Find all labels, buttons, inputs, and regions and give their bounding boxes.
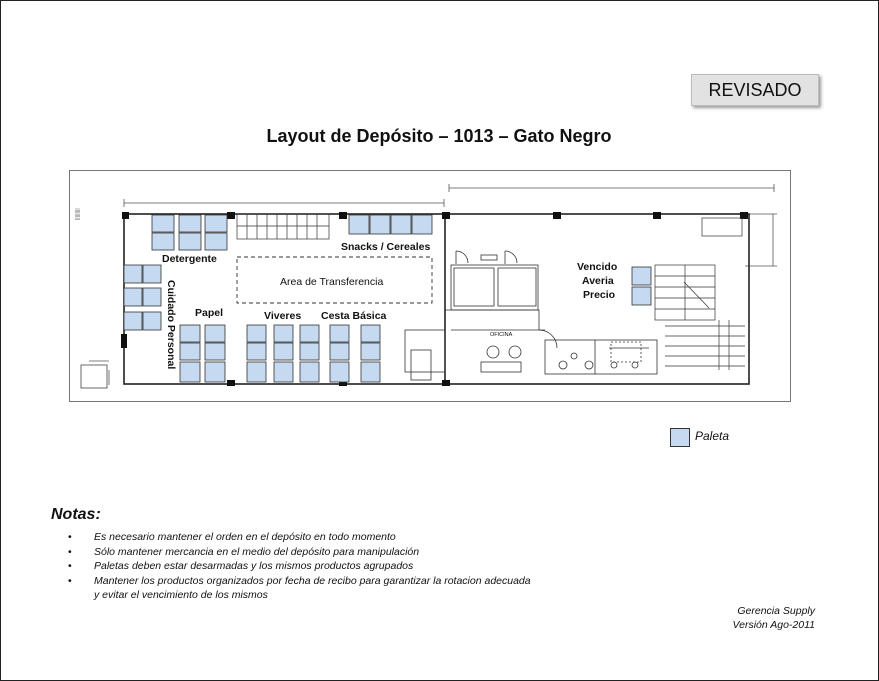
plan-key-box [81,365,107,388]
revisado-stamp: REVISADO [691,74,819,106]
zone-label-snacks: Snacks / Cereales [341,241,431,253]
zone-label-transfer-area: Area de Transferencia [280,276,384,288]
notes-title: Notas: [51,506,101,523]
staircase-right [655,218,745,370]
pallet-legend-label: Paleta [695,429,730,443]
zone-label-precio: Precio [583,289,616,301]
note-item: • Paletas deben estar desarmadas y los mismos productos agrupados [66,559,536,574]
footer [733,604,816,632]
note-item: • Es necesario mantener el orden en el depósito en todo momento [66,530,536,545]
zone-label-papel: Papel [195,307,224,319]
room-label-oficina: OFICINA [490,332,513,338]
zone-label-viveres: Viveres [264,310,302,322]
footer-version: Versión Ago-2011 [732,619,815,631]
zone-label-cuidado-personal: Cuidado Personal [165,280,177,370]
svg-text:|||||||||: ||||||||| [75,208,81,220]
footer-department: Gerencia Supply [737,605,815,617]
zone-label-detergente: Detergente [162,253,217,265]
zone-label-averia: Averia [582,275,614,287]
page-title: Layout de Depósito – 1013 – Gato Negro [266,126,612,146]
notes-list [66,530,536,603]
zone-label-cesta-basica: Cesta Básica [321,310,387,322]
staircase-left [237,214,329,239]
zone-label-vencido: Vencido [577,261,618,273]
note-item: • Sólo mantener mercancia en el medio del depósito para manipulación [66,545,536,560]
office-rooms [405,251,657,380]
pallet-legend-swatch [670,428,690,447]
note-item: • Mantener los productos organizados por fecha de recibo para garantizar la rotacion adecuada y evitar el vencimiento de los mismos [66,574,536,603]
floor-plan [69,170,789,400]
